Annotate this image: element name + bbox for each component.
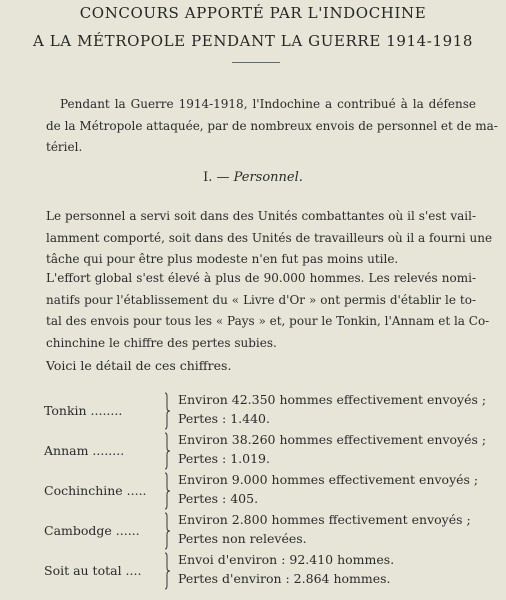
- figures-line-sent: Environ 42.350 hommes effectivement envoyés ;: [178, 392, 487, 407]
- effort-paragraph-line: L'effort global s'est élevé à plus de 90.000 hommes. Les relevés nomi-: [46, 271, 476, 285]
- effort-paragraph-line: chinchine le chiffre des pertes subies.: [46, 335, 277, 350]
- figures-row-tonkin: [44, 392, 487, 432]
- document-title-line-1: CONCOURS APPORTÉ PAR L'INDOCHINE: [79, 4, 427, 22]
- figures-line-sent: Environ 38.260 hommes effectivement envoyés ;: [178, 432, 487, 447]
- figures-row-cambodge: [44, 512, 484, 552]
- figures-line-losses: Pertes : 1.019.: [178, 451, 270, 466]
- brace-icon: [162, 552, 172, 590]
- brace-icon: [162, 472, 172, 510]
- figures-line-sent: Environ 2.800 hommes ffectivement envoyés ;: [178, 512, 471, 527]
- figures-line-sent: Envoi d'environ : 92.410 hommes.: [178, 552, 395, 567]
- figures-row-cochinchine: [44, 472, 484, 512]
- title-separator-rule: [232, 62, 280, 63]
- intro-paragraph-line: tériel.: [46, 140, 83, 154]
- section-label: Personnel.: [233, 170, 303, 185]
- brace-icon: [162, 392, 172, 430]
- region-name: Cochinchine .....: [44, 483, 147, 498]
- intro-paragraph-line: de la Métropole attaquée, par de nombreux envois de personnel et de ma-: [46, 118, 498, 133]
- effort-paragraph-line: tal des envois pour tous les « Pays » et, pour le Tonkin, l'Annam et la Co-: [46, 314, 490, 328]
- brace-icon: [162, 512, 172, 550]
- document-title-line-2: A LA MÉTROPOLE PENDANT LA GUERRE 1914-1918: [32, 32, 474, 50]
- region-name: Cambodge ......: [44, 523, 140, 538]
- personnel-paragraph-line: Le personnel a servi soit dans des Unités combattantes où il s'est vail-: [46, 209, 476, 223]
- figures-row-annam: [44, 432, 487, 472]
- effort-paragraph: [46, 268, 490, 354]
- section-number: I. —: [203, 170, 230, 185]
- personnel-paragraph: [46, 206, 493, 271]
- figures-line-losses: Pertes non relevées.: [178, 531, 307, 546]
- figures-line-losses: Pertes : 1.440.: [178, 411, 270, 426]
- intro-paragraph: [46, 94, 498, 159]
- detail-intro: Voici le détail de ces chiffres.: [46, 358, 232, 373]
- intro-paragraph-line: Pendant la Guerre 1914-1918, l'Indochine a contribué à la défense: [60, 97, 476, 111]
- effort-paragraph-line: natifs pour l'établissement du « Livre d'Or » ont permis d'établir le to-: [46, 292, 476, 307]
- figures-line-losses: Pertes : 405.: [178, 491, 259, 506]
- figures-line-losses: Pertes d'environ : 2.864 hommes.: [178, 571, 391, 586]
- brace-icon: [162, 432, 172, 470]
- personnel-paragraph-line: tâche qui pour être plus modeste n'en fut pas moins utile.: [46, 252, 399, 266]
- personnel-paragraph-line: lamment comporté, soit dans des Unités de travailleurs où il a fourni une: [46, 230, 493, 245]
- region-name: Tonkin ........: [44, 403, 123, 418]
- section-heading-personnel: [0, 170, 506, 185]
- figures-row-total: [44, 552, 484, 592]
- region-name: Soit au total ....: [44, 563, 142, 578]
- region-name: Annam ........: [44, 443, 125, 458]
- figures-line-sent: Environ 9.000 hommes effectivement envoyés ;: [178, 472, 479, 487]
